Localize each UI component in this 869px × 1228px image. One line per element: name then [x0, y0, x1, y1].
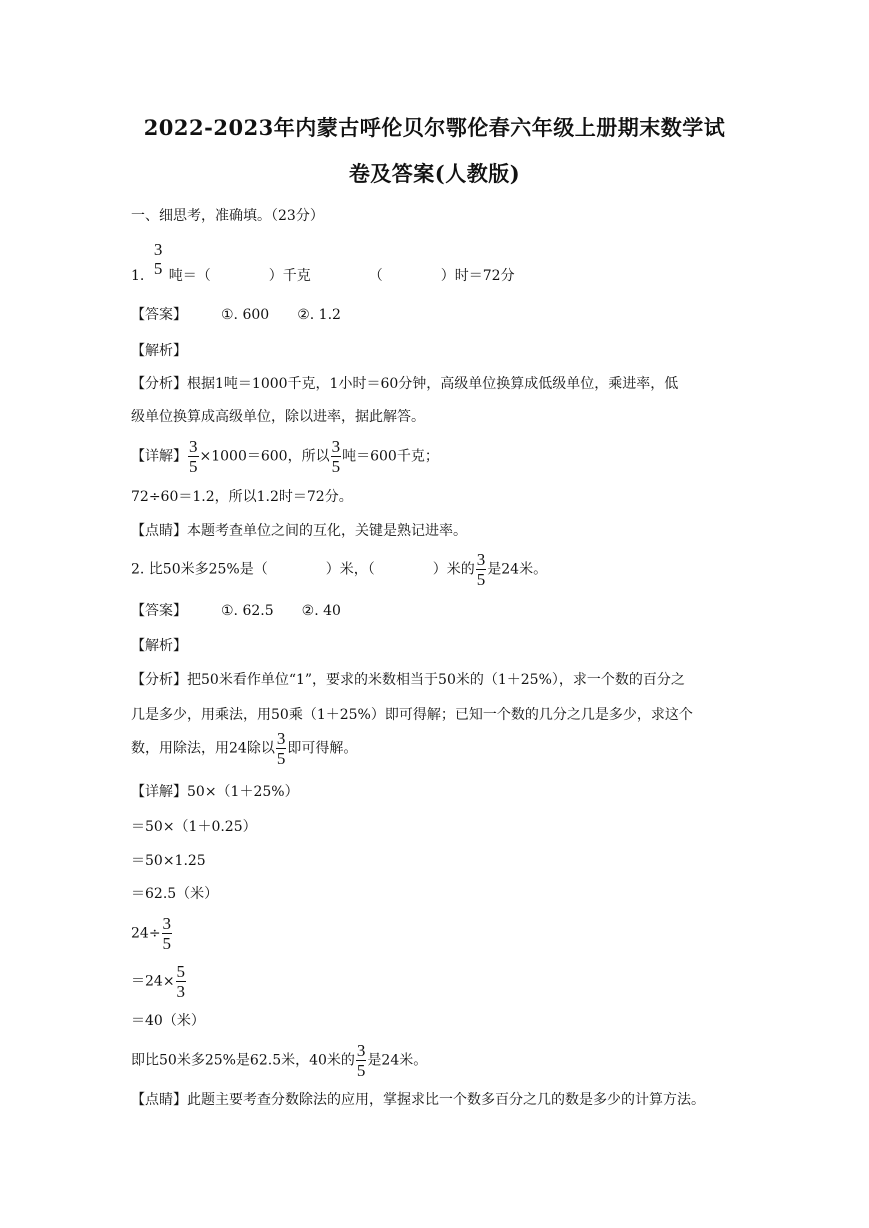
fenxi-line-3 — [131, 729, 357, 768]
xiangjie-label: 【详解】 — [131, 784, 187, 800]
calc-step-5 — [131, 914, 173, 953]
document-title-line-1: 2022-2023年内蒙古呼伦贝尔鄂伦春六年级上册期末数学试 — [143, 115, 726, 140]
calc-step-7: ＝40（米） — [131, 1013, 205, 1029]
fraction-3-5: $\frac{3}{5}$ — [189, 437, 198, 476]
fenxi-text-1: 把50米看作单位“1”，要求的米数相当于50米的（1＋25%），求一个数的百分之 — [187, 672, 685, 688]
question-1-text-a: 吨＝（ — [168, 268, 211, 284]
dianjing-line — [131, 1090, 705, 1110]
conclusion-text-b: 是24米。 — [367, 1052, 428, 1069]
question-1-text-d: ）时＝72分 — [440, 268, 515, 284]
calc-step-5-text: 24÷ — [131, 925, 161, 942]
answer-line-1 — [131, 305, 341, 325]
answer-marker-1: ①. — [221, 307, 239, 323]
fenxi-label: 【分析】 — [131, 672, 187, 688]
answer-value-1: 600 — [242, 307, 270, 323]
question-1 — [131, 240, 515, 286]
section-heading: 一、细思考，准确填。（23分） — [131, 208, 324, 224]
calc-step-6 — [131, 962, 187, 1001]
document-title-line-2: 卷及答案(人教版) — [348, 161, 521, 186]
answer-label: 【答案】 — [131, 307, 187, 323]
question-2-text-c: ）米的 — [432, 561, 475, 578]
answer-line-2 — [131, 601, 341, 621]
fraction-3-5: $\frac{3}{5}$ — [331, 437, 341, 476]
dianjing-text: 本题考查单位之间的互化，关键是熟记进率。 — [187, 523, 467, 539]
xiangjie-line-2: 72÷60＝1.2，所以1.2时＝72分。 — [131, 489, 353, 505]
question-1-text-b: ）千克 — [268, 268, 311, 284]
question-2-text-a: 2. 比50米多25%是（ — [131, 561, 268, 578]
fraction-5-3: $\frac{5}{3}$ — [176, 962, 186, 1001]
conclusion-text-a: 即比50米多25%是62.5米，40米的 — [131, 1052, 355, 1069]
fenxi-line-1 — [131, 374, 678, 394]
answer-value-2: 40 — [323, 603, 341, 619]
calc-step-6-text: ＝24× — [131, 973, 175, 990]
fenxi-text-3b: 即可得解。 — [287, 740, 358, 757]
dianjing-line — [131, 521, 467, 541]
fenxi-line-2: 级单位换算成高级单位，除以进率，据此解答。 — [131, 409, 425, 425]
fraction-3-5: $\frac{3}{5}$ — [276, 729, 286, 768]
answer-label: 【答案】 — [131, 603, 187, 619]
xiangjie-line-1 — [131, 782, 299, 802]
dianjing-label: 【点睛】 — [131, 1092, 187, 1108]
answer-marker-2: ②. — [301, 603, 319, 619]
fenxi-label: 【分析】 — [131, 376, 187, 392]
fenxi-line-2: 几是多少，用乘法，用50乘（1＋25%）即可得解；已知一个数的几分之几是多少，求这个 — [131, 707, 693, 723]
question-2-text-d: 是24米。 — [487, 561, 548, 578]
fenxi-text-1: 根据1吨＝1000千克，1小时＝60分钟，高级单位换算成低级单位，乘进率，低 — [187, 376, 679, 392]
fraction-3-5: 3 5 — [153, 240, 163, 278]
analysis-label: 【解析】 — [131, 638, 187, 654]
analysis-label: 【解析】 — [131, 343, 187, 359]
calc-step-3: ＝50×1.25 — [131, 853, 206, 869]
dianjing-text: 此题主要考查分数除法的应用，掌握求比一个数多百分之几的数是多少的计算方法。 — [187, 1092, 705, 1108]
dianjing-label: 【点睛】 — [131, 523, 187, 539]
question-2-text-b: ）米，（ — [325, 561, 375, 578]
fraction-3-5: $\frac{3}{5}$ — [356, 1041, 366, 1080]
answer-value-1: 62.5 — [242, 603, 274, 619]
calc-step-2: ＝50×（1＋0.25） — [131, 819, 257, 835]
xiangjie-label: 【详解】 — [131, 448, 187, 465]
xiangjie-line-1 — [131, 437, 439, 476]
fraction-3-5: $\frac{3}{5}$ — [162, 914, 172, 953]
xiangjie-text-a: ×1000＝600，所以 — [199, 448, 330, 465]
calc-step-4: ＝62.5（米） — [131, 886, 219, 902]
xiangjie-text-b: 吨＝600千克； — [342, 448, 439, 465]
answer-marker-1: ①. — [221, 603, 239, 619]
question-1-text-c: （ — [368, 268, 383, 284]
answer-value-2: 1.2 — [318, 307, 341, 323]
fraction-3-5: $\frac{3}{5}$ — [476, 550, 486, 589]
fenxi-line-1 — [131, 670, 685, 690]
fenxi-text-3a: 数，用除法，用24除以 — [131, 740, 275, 757]
answer-marker-2: ②. — [297, 307, 315, 323]
question-2 — [131, 550, 547, 589]
calc-step-1: 50×（1＋25%） — [187, 784, 299, 800]
question-number: 1. — [131, 268, 145, 284]
conclusion-line — [131, 1041, 427, 1080]
